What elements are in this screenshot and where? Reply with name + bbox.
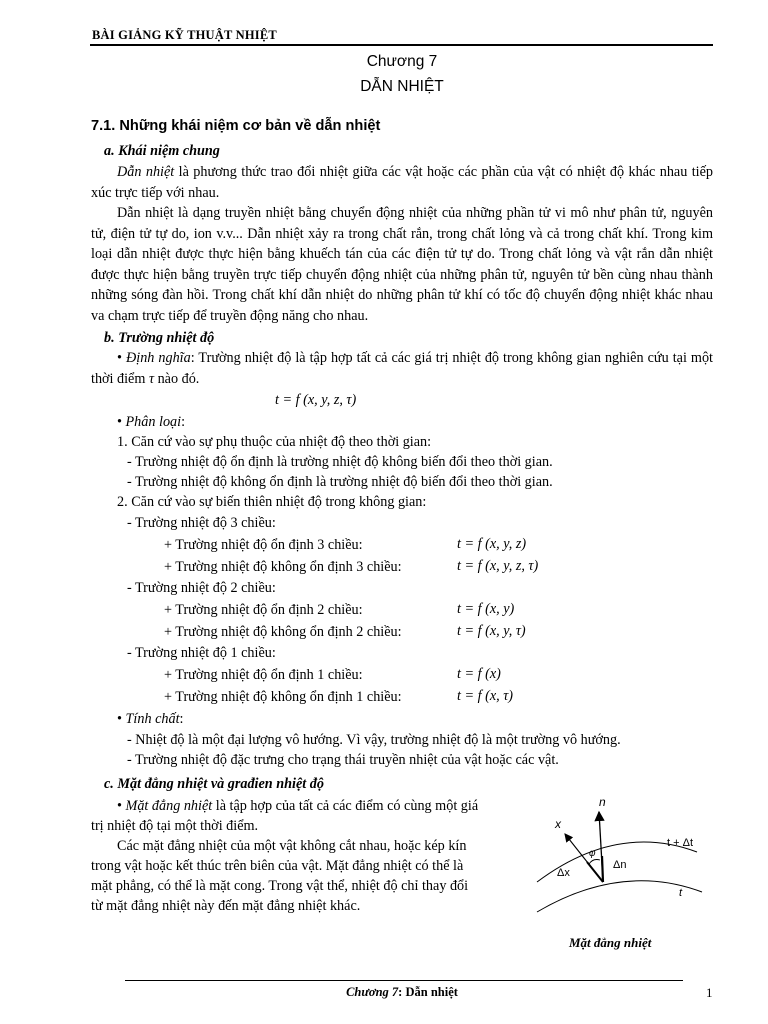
equation-1d-unsteady: t = f (x, τ)	[457, 688, 514, 704]
footer-chapter: Chương 7	[346, 985, 399, 999]
definition-paragraph	[91, 348, 713, 389]
class-2-3d-unsteady: + Trường nhiệt độ không ổn định 3 chiều:	[164, 559, 402, 575]
isotherm-t-curve	[537, 881, 702, 912]
isotherm-line-3: Các mặt đẳng nhiệt của một vật không cắt nhau, hoặc kép kín	[117, 838, 467, 854]
property-2: - Trường nhiệt độ đặc trưng cho trạng thái truyền nhiệt của vật hoặc các vật.	[127, 752, 559, 768]
header-rule	[90, 44, 713, 46]
label-t-plus-dt: t + Δt	[667, 837, 693, 849]
tau-symbol: τ	[148, 370, 155, 387]
class-2: 2. Căn cứ vào sự biến thiên nhiệt độ trong không gian:	[117, 494, 427, 510]
class-2-2d: - Trường nhiệt độ 2 chiều:	[127, 580, 276, 596]
isotherm-diagram	[527, 790, 707, 920]
class-2-3d: - Trường nhiệt độ 3 chiều:	[127, 515, 276, 531]
chapter-number: Chương 7	[366, 53, 438, 70]
figure-caption: Mặt đẳng nhiệt	[569, 935, 652, 950]
isotherm-line-1	[117, 796, 478, 817]
equation-2d-unsteady: t = f (x, y, τ)	[457, 623, 526, 639]
phi-angle-arc	[589, 860, 600, 865]
bullet: •	[117, 711, 126, 727]
classification-heading	[117, 412, 185, 433]
bullet: •	[117, 414, 126, 430]
label-t: t	[679, 887, 683, 899]
term-phan-loai: Phân loại	[125, 414, 182, 430]
page-number: 1	[706, 985, 713, 1000]
subsection-a-heading: a. Khái niệm chung	[104, 143, 220, 159]
class-2-2d-unsteady: + Trường nhiệt độ không ổn định 2 chiều:	[164, 624, 402, 640]
colon: :	[181, 414, 186, 430]
isotherm-line-6: từ mặt đẳng nhiệt này đến mặt đẳng nhiệt khác.	[91, 898, 361, 914]
equation-1d-steady: t = f (x)	[457, 666, 501, 682]
isotherm-line-2: trị nhiệt độ tại một thời điểm.	[91, 818, 259, 834]
equation-3d-unsteady: t = f (x, y, z, τ)	[457, 558, 539, 574]
property-1: - Nhiệt độ là một đại lượng vô hướng. Vì vậy, trường nhiệt độ là một trường vô hướng.	[127, 732, 621, 748]
class-2-1d-unsteady: + Trường nhiệt độ không ổn định 1 chiều:	[164, 689, 402, 705]
label-dn: Δn	[613, 859, 627, 871]
colon: :	[179, 711, 184, 727]
subsection-c-heading: c. Mặt đẳng nhiệt và građien nhiệt độ	[104, 776, 324, 792]
chapter-title: DẪN NHIỆT	[360, 78, 444, 95]
equation-general: t = f (x, y, z, τ)	[275, 392, 357, 408]
class-2-1d: - Trường nhiệt độ 1 chiều:	[127, 645, 276, 661]
class-1: 1. Căn cứ vào sự phụ thuộc của nhiệt độ theo thời gian:	[117, 434, 432, 450]
term-tinh-chat: Tính chất	[125, 711, 180, 727]
footer-title: : Dẫn nhiệt	[398, 985, 458, 999]
isotherm-line-4: trong vật hoặc kết thúc trên biên của vật. Mặt đẳng nhiệt có thể là	[91, 858, 464, 874]
footer-rule	[125, 980, 683, 981]
paragraph-conduction-mechanism: Dẫn nhiệt là dạng truyền nhiệt bằng chuyển động nhiệt của những phần tử vi mô như phân tử, nguyên tử, điện tử tự do, ion v.v... Dẫn nhiệt xảy ra trong chất rắn, trong chất lỏng và cả trong chất khí. Trong kim loại dẫn nhiệt được thực hiện bằng khuếch tán của các điện tử tự do. Trong chất lỏng và vật rắn dẫn nhiệt được thực hiện bằng truyền trực tiếp chuyển động nhiệt của những phân tử, nguyên tử bền cùng nhau thành những sóng đàn hồi. Trong chất khí dẫn nhiệt do những phân tử khí có tốc độ chuyển động nhiệt khác nhau va chạm trực tiếp để truyền động năng cho nhau.	[91, 205, 713, 324]
subsection-b-heading: b. Trường nhiệt độ	[104, 330, 215, 346]
class-2-1d-steady: + Trường nhiệt độ ổn định 1 chiều:	[164, 667, 363, 683]
definition-end: nào đó.	[154, 370, 200, 387]
label-n: n	[599, 795, 606, 809]
class-1a: - Trường nhiệt độ ổn định là trường nhiệt độ không biến đổi theo thời gian.	[127, 454, 553, 470]
section-heading: 7.1. Những khái niệm cơ bản về dẫn nhiệt	[91, 118, 381, 134]
term-mat-dang-nhiet: Mặt đẳng nhiệt	[125, 798, 213, 814]
running-header: BÀI GIẢNG KỸ THUẬT NHIỆT	[92, 28, 277, 42]
class-2-2d-steady: + Trường nhiệt độ ổn định 2 chiều:	[164, 602, 363, 618]
bullet: •	[117, 798, 126, 814]
class-2-3d-steady: + Trường nhiệt độ ổn định 3 chiều:	[164, 537, 363, 553]
paragraph-text: là phương thức trao đổi nhiệt giữa các vật hoặc các phần của vật có nhiệt độ khác nhau tiếp xúc trực tiếp với nhau.	[91, 164, 713, 201]
term-dinh-nghia: Định nghĩa	[126, 350, 191, 366]
class-1b: - Trường nhiệt độ không ổn định là trường nhiệt độ biến đổi theo thời gian.	[127, 474, 553, 490]
label-x: x	[555, 817, 561, 831]
isotherm-line-5: mặt phẳng, có thể là mặt cong. Trong vật thể, nhiệt độ chỉ thay đổi	[91, 878, 469, 894]
properties-heading	[117, 709, 183, 730]
isotherm-text: là tập hợp của tất cả các điểm có cùng một giá	[212, 798, 479, 814]
paragraph-conduction-definition	[91, 162, 713, 203]
equation-3d-steady: t = f (x, y, z)	[457, 536, 527, 552]
bullet: •	[117, 350, 126, 366]
term-dan-nhiet: Dẫn nhiệt	[117, 164, 175, 180]
dn-segment	[602, 856, 603, 882]
equation-2d-steady: t = f (x, y)	[457, 601, 515, 617]
dx-segment	[587, 862, 603, 882]
running-footer	[0, 982, 768, 1003]
definition-text: : Trường nhiệt độ là tập hợp tất cả các giá trị nhiệt độ trong không gian nghiên cứu tại một thời điểm	[91, 350, 713, 387]
label-dx: Δx	[557, 867, 570, 879]
label-phi: φ	[589, 848, 596, 859]
